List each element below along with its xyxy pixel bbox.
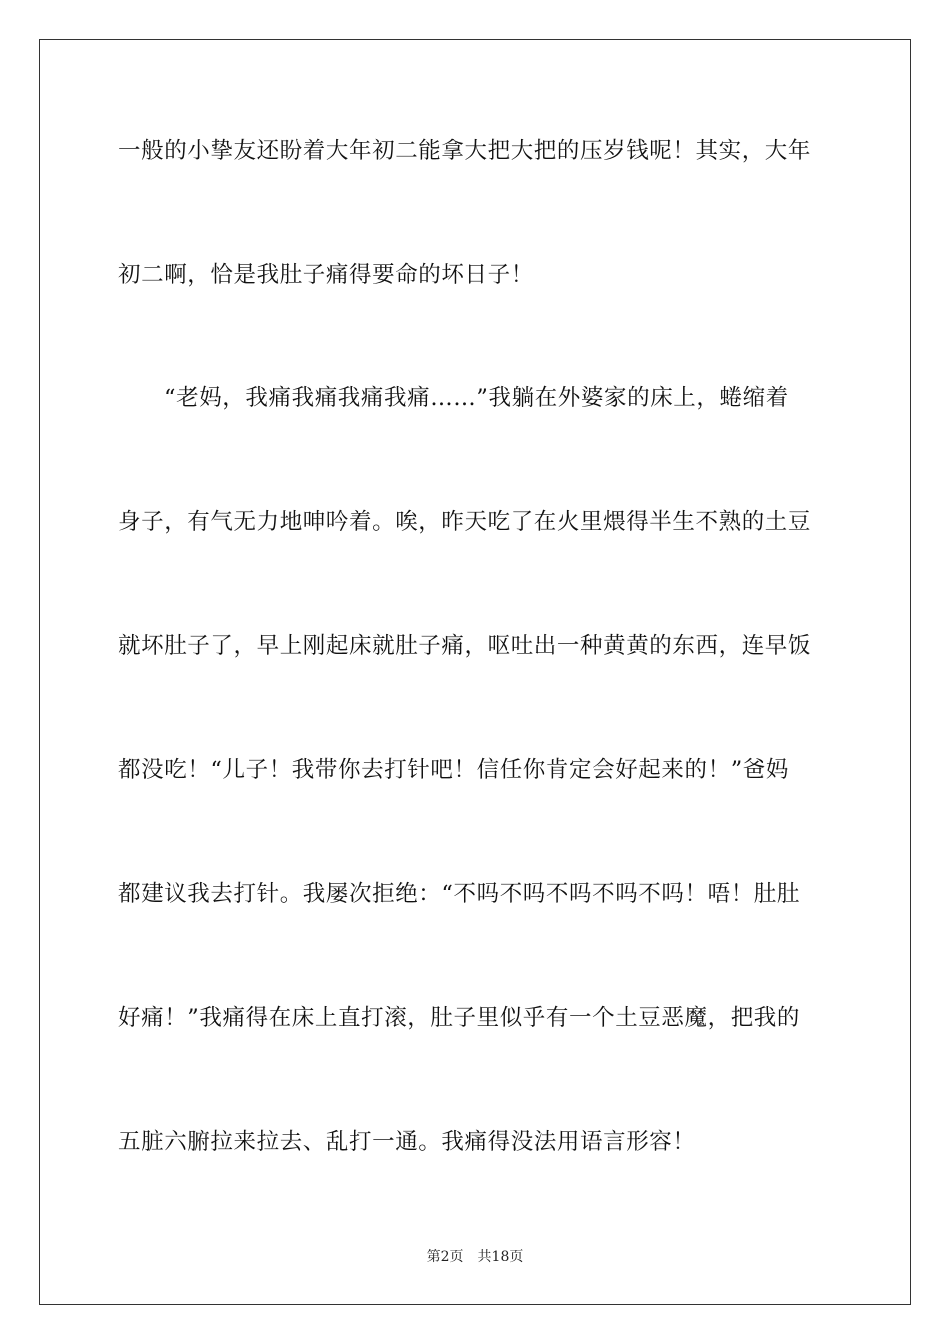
page-number: 第2页 [426,1249,464,1265]
text-line: 五脏六腑拉来拉去、乱打一通。我痛得没法用语言形容！ [118,1129,696,1155]
text-line: 初二啊，恰是我肚子痛得要命的坏日子！ [118,262,534,288]
text-line: 都建议我去打针。我屡次拒绝：“不吗不吗不吗不吗不吗！唔！肚肚 [118,881,801,907]
page-footer [0,1248,950,1266]
page-border [39,39,911,1305]
text-line: 身子，有气无力地呻吟着。唉，昨天吃了在火里煨得半生不熟的土豆 [118,509,812,535]
text-line: “老妈，我痛我痛我痛我痛……”我躺在外婆家的床上，蜷缩着 [164,385,789,411]
page-total: 共18页 [477,1249,524,1265]
text-line: 一般的小挚友还盼着大年初二能拿大把大把的压岁钱呢！其实，大年 [118,138,812,164]
text-line: 好痛！”我痛得在床上直打滚，肚子里似乎有一个土豆恶魔，把我的 [118,1005,801,1031]
text-line: 都没吃！“儿子！我带你去打针吧！信任你肯定会好起来的！”爸妈 [118,757,790,783]
text-line: 就坏肚子了，早上刚起床就肚子痛，呕吐出一种黄黄的东西，连早饭 [118,633,812,659]
